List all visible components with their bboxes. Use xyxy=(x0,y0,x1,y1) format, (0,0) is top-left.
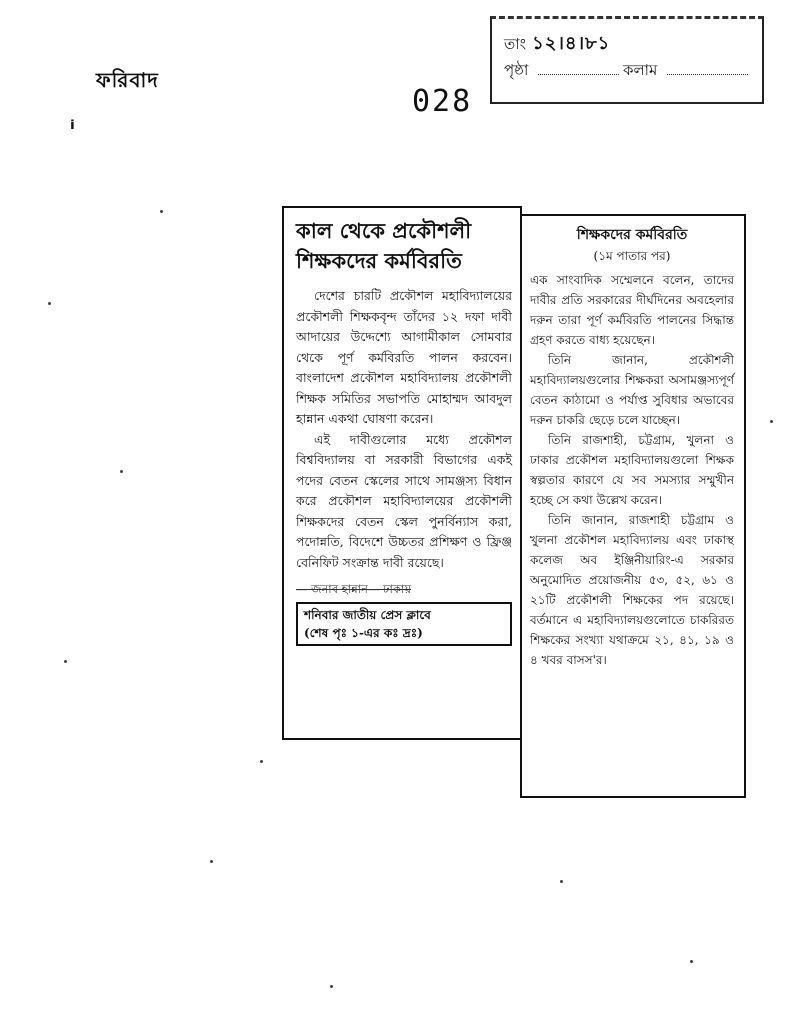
archive-stamp xyxy=(490,16,764,104)
paper-speck xyxy=(120,470,123,473)
headline-line-2: শিক্ষকদের কর্মবিরতি xyxy=(296,248,462,273)
right-clipping-heading: শিক্ষকদের কর্মবিরতি xyxy=(576,227,688,243)
right-paragraph-2: তিনি জানান, প্রকৌশলী মহাবিদ্যালয়গুলোর শিক্ষকরা অসামঞ্জস্যপূর্ণ বেতন কাঠামো ও পর্যাপ্ত সুবিধার অভাবের দরুন চাকরি ছেড়ে চলে যাচ্ছেন। xyxy=(530,353,734,427)
paper-speck xyxy=(64,660,67,663)
boxed-line-2: (শেষ পৃঃ ১-এর কঃ দ্রঃ) xyxy=(304,626,423,640)
stamp-column-label: কলাম xyxy=(622,61,658,79)
stamp-column-dots xyxy=(667,62,748,75)
stamp-date-label: তাং xyxy=(504,35,527,53)
margin-mark: ᵢ xyxy=(70,110,75,135)
stamp-page-row xyxy=(504,59,752,89)
right-paragraph-4: তিনি জানান, রাজশাহী চট্টগ্রাম ও খুলনা প্রকৌশল মহাবিদ্যালয় এবং ঢাকাস্থ কলেজ অব ইঞ্জিনীয়ারিং-এ সরকার অনুমোদিত প্রয়োজনীয় ৫৩, ৫২, ৬১ ও ২১টি প্রকৌশলী শিক্ষকের পদ রয়েছে। বর্তমানে এ মহাবিদ্যালয়গুলোতে চাকরিরত শিক্ষকের সংখ্যা যথাক্রমে ২১, ৪১, ১৯ ও ৪ খবর বাসস'র। xyxy=(530,513,734,667)
boxed-line-1: শনিবার জাতীয় প্রেস ক্লাবে xyxy=(304,608,431,622)
paper-speck xyxy=(48,302,51,305)
left-newspaper-clipping xyxy=(282,206,522,740)
paper-speck xyxy=(160,210,163,213)
right-clipping-subheading: (১ম পাতার পর) xyxy=(593,249,671,263)
paper-speck xyxy=(260,760,263,763)
left-clipping-body xyxy=(296,286,512,573)
clipping-headline xyxy=(296,216,512,276)
paper-speck xyxy=(560,880,563,883)
headline-line-1: কাল থেকে প্রকৌশলী xyxy=(296,218,472,243)
right-paragraph-1: এক সাংবাদিক সম্মেলনে বলেন, তাদের দাবীর প্রতি সরকারের দীর্ঘদিনের অবহেলার দরুন তারা পূর্ণ কর্মবিরতি পালনের সিদ্ধান্ত গ্রহণ করতে বাধ্য হয়েছেন। xyxy=(530,273,734,347)
boxed-continuation-note xyxy=(296,602,512,646)
stamp-page-dots xyxy=(538,62,619,75)
stamp-date-row xyxy=(504,29,752,59)
paper-speck xyxy=(770,420,773,423)
page-number: 028 xyxy=(412,84,473,119)
right-newspaper-clipping xyxy=(520,214,746,798)
stamp-date-value: ১২।৪।৮১ xyxy=(532,33,611,54)
stamp-page-label: পৃষ্ঠা xyxy=(504,61,529,79)
paper-speck xyxy=(690,960,693,963)
right-clipping-body xyxy=(530,270,734,670)
paper-speck xyxy=(330,985,333,988)
handwritten-label: ফরিবাদ xyxy=(96,68,159,92)
right-paragraph-3: তিনি রাজশাহী, চট্টগ্রাম, খুলনা ও ঢাকার প্রকৌশল মহাবিদ্যালয়গুলো শিক্ষক স্বল্পতার কারণে যে সব সমস্যার সম্মুখীন হচ্ছে সে কথা উল্লেখ করেন। xyxy=(530,433,734,507)
struck-line: — জনাব হান্নান— ঢাকায় xyxy=(296,582,411,596)
left-paragraph-2: এই দাবীগুলোর মধ্যে প্রকৌশল বিশ্ববিদ্যালয় বা সরকারী বিভাগের একই পদের বেতন স্কেলের সাথে সামঞ্জস্য বিধান করে প্রকৌশল মহাবিদ্যালয়ের প্রকৌশলী শিক্ষকদের বেতন স্কেল পুনর্বিন্যাস করা, পদোন্নতি, বিদেশে উচ্চতর প্রশিক্ষণ ও ফ্রিঞ্জ বেনিফিট সংক্রান্ত দাবী রয়েছে। xyxy=(296,431,512,570)
left-paragraph-1: দেশের চারটি প্রকৌশল মহাবিদ্যালয়ের প্রকৌশলী শিক্ষকবৃন্দ তাঁদের ১২ দফা দাবী আদায়ের উদ্দেশ্যে আগামীকাল সোমবার থেকে পূর্ণ কর্মবিরতি পালন করবেন। বাংলাদেশ প্রকৌশল মহাবিদ্যালয় প্রকৌশলী শিক্ষক সমিতির সভাপতি মোহাম্মদ আবদুল হান্নান একথা ঘোষণা করেন। xyxy=(296,288,512,426)
paper-speck xyxy=(210,860,213,863)
